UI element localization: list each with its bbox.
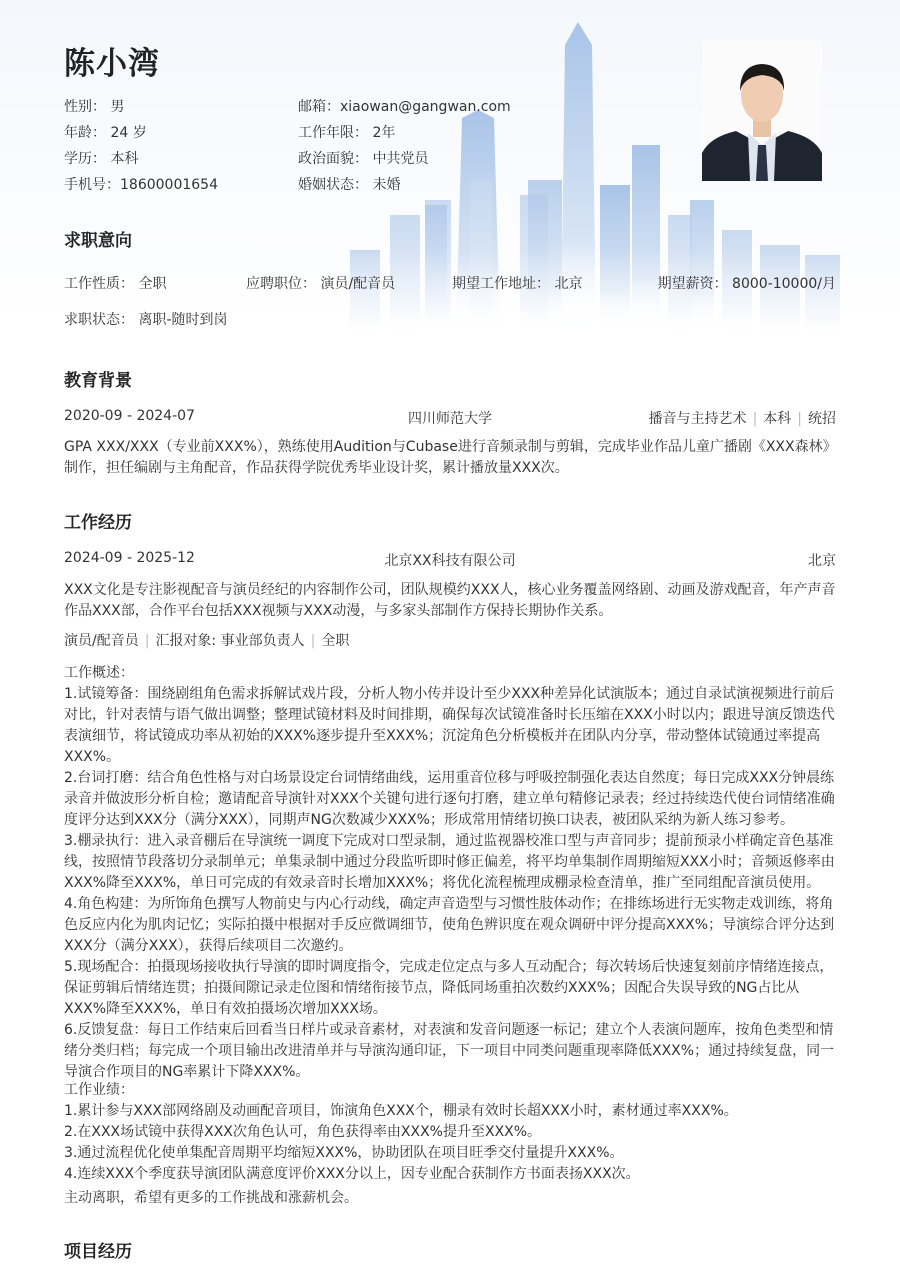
achievement-item: 1.累计参与XXX部网络剧及动画配音项目，饰演角色XXX个，棚录有效时长超XXX小时，素材通过率XXX%。 (64, 1103, 738, 1119)
expected-location: 期望工作地址： 北京 (452, 276, 583, 292)
divider: | (310, 633, 316, 649)
school-name: 四川师范大学 (408, 411, 492, 427)
work-experience-title: 工作经历 (64, 513, 132, 533)
profile-photo (702, 41, 822, 181)
phone: 手机号：18600001654 (64, 177, 218, 193)
company-name: 北京XX科技有限公司 (384, 553, 516, 569)
education-header-row (64, 408, 836, 427)
applied-position: 应聘职位： 演员/配音员 (246, 276, 396, 292)
overview-item: 6.反馈复盘：每日工作结束后回看当日样片或录音素材，对表演和发音问题逐一标记；建立个人表演问题库，按角色类型和情绪分类归档；每完成一个项目输出改进清单并与导演沟通印证，下一项目中同类问题重现率降低XXX%；通过持续复盘，同一导演合作项目的NG率累计下降XXX%。 (64, 1022, 835, 1080)
job-status: 求职状态： 离职-随时到岗 (64, 312, 228, 328)
education-period: 2020-09 - 2024-07 (64, 408, 195, 424)
education-level: 学历： 本科 (64, 151, 139, 167)
political-status: 政治面貌： 中共党员 (298, 151, 429, 167)
divider: | (797, 411, 802, 427)
education-title: 教育背景 (64, 371, 132, 391)
report-to: 汇报对象: 事业部负责人 (155, 633, 305, 649)
work-nature: 工作性质： 全职 (64, 276, 167, 292)
gender: 性别： 男 (64, 99, 125, 115)
overview-item: 3.棚录执行：进入录音棚后在导演统一调度下完成对口型录制，通过监视器校准口型与声音同步；提前预录小样确定音色基准线，按照情节段落切分录制单元；单集录制中通过分段监听即时修正偏差，将平均单集制作周期缩短XXX小时；音频返修率由XXX%降至XXX%，单日可完成的有效录音时长增加XXX%；将优化流程梳理成棚录检查清单，推广至同组配音演员使用。 (64, 833, 835, 891)
overview-item: 2.台词打磨：结合角色性格与对白场景设定台词情绪曲线，运用重音位移与呼吸控制强化表达自然度；每日完成XXX分钟晨练录音并做波形分析自检；邀请配音导演针对XXX个关键句进行逐句打磨，建立单句精修记录表；经过持续迭代使台词情绪准确度评分达到XXX分（满分XXX），同期声NG次数减少XXX%；形成常用情绪切换口诀表，被团队采纳为新人练习参考。 (64, 770, 835, 828)
work-overview (64, 663, 836, 1083)
leave-reason (64, 1188, 836, 1209)
overview-item: 4.角色构建：为所饰角色撰写人物前史与内心行动线，确定声音造型与习惯性肢体动作；在排练场进行无实物走戏训练，将角色反应内化为肌肉记忆；实际拍摄中根据对手反应微调细节，使角色辨识度在观众调研中评分提高XXX%；导演综合评分达到XXX分（满分XXX），获得后续项目二次邀约。 (64, 896, 835, 954)
work-years: 工作年限： 2年 (298, 125, 396, 141)
work-overview-title: 工作概述： (64, 665, 134, 681)
work-period: 2024-09 - 2025-12 (64, 550, 195, 566)
achievement-item: 3.通过流程优化使单集配音周期平均缩短XXX%，协助团队在项目旺季交付量提升XXX%。 (64, 1145, 624, 1161)
work-role: 演员/配音员 (64, 633, 139, 649)
job-intent-title: 求职意向 (64, 231, 132, 251)
work-achievements-title: 工作业绩： (64, 1082, 134, 1098)
major: 播音与主持艺术 (648, 411, 747, 427)
project-experience-title: 项目经历 (64, 1242, 132, 1262)
employment-type: 全职 (321, 633, 350, 649)
study-mode: 统招 (808, 411, 836, 427)
divider: | (752, 411, 758, 427)
education-description: GPA XXX/XXX（专业前XXX%），熟练使用Audition与Cubase进行音频录制与剪辑，完成毕业作品儿童广播剧《XXX森林》制作，担任编剧与主角配音，作品获得学院优秀毕业设计奖，累计播放量XXX次。 (64, 439, 830, 476)
education-detail (649, 408, 836, 428)
marital-status: 婚姻状态： 未婚 (298, 177, 401, 193)
age: 年龄： 24 岁 (64, 125, 147, 141)
overview-item: 5.现场配合：拍摄现场接收执行导演的即时调度指令，完成走位定点与多人互动配合；每次转场后快速复刻前序情绪连接点，保证剪辑后情绪连贯；拍摄间隙记录走位图和情绪衔接节点，降低同场重拍次数约XXX%；因配合失误导致的NG占比从XXX%降至XXX%，单日有效拍摄场次增加XXX场。 (64, 959, 834, 1017)
work-city: 北京 (808, 553, 836, 569)
work-achievements (64, 1080, 836, 1185)
divider: | (144, 633, 150, 649)
overview-item: 1.试镜筹备：围绕剧组角色需求拆解试戏片段，分析人物小传并设计至少XXX种差异化试演版本；通过自录试演视频进行前后对比，针对表情与语气做出调整；整理试镜材料及时间排期，确保每次试镜准备时长压缩在XXX小时以内；跟进导演反馈迭代表演细节，将试镜成功率从初始的XXX%逐步提升至XXX%；沉淀角色分析模板并在团队内分享，带动整体试镜通过率提高XXX%。 (64, 686, 835, 765)
degree: 本科 (763, 411, 792, 427)
achievement-item: 2.在XXX场试镜中获得XXX次角色认可，角色获得率由XXX%提升至XXX%。 (64, 1124, 542, 1140)
achievement-item: 4.连续XXX个季度获导演团队满意度评价XXX分以上，因专业配合获制作方书面表扬XXX次。 (64, 1166, 640, 1182)
expected-salary: 期望薪资： 8000-10000/月 (657, 276, 836, 292)
candidate-name: 陈小湾 (64, 46, 160, 82)
leave-reason-text: 主动离职，希望有更多的工作挑战和涨薪机会。 (64, 1190, 358, 1206)
email[interactable]: 邮箱：xiaowan@gangwan.com (298, 99, 511, 115)
company-description: XXX文化是专注影视配音与演员经纪的内容制作公司，团队规模约XXX人，核心业务覆盖网络剧、动画及游戏配音，年产声音作品XXX部，合作平台包括XXX视频与XXX动漫，与多家头部制作方保持长期协作关系。 (64, 582, 836, 619)
work-header-row (64, 550, 836, 569)
work-tags (64, 630, 349, 650)
